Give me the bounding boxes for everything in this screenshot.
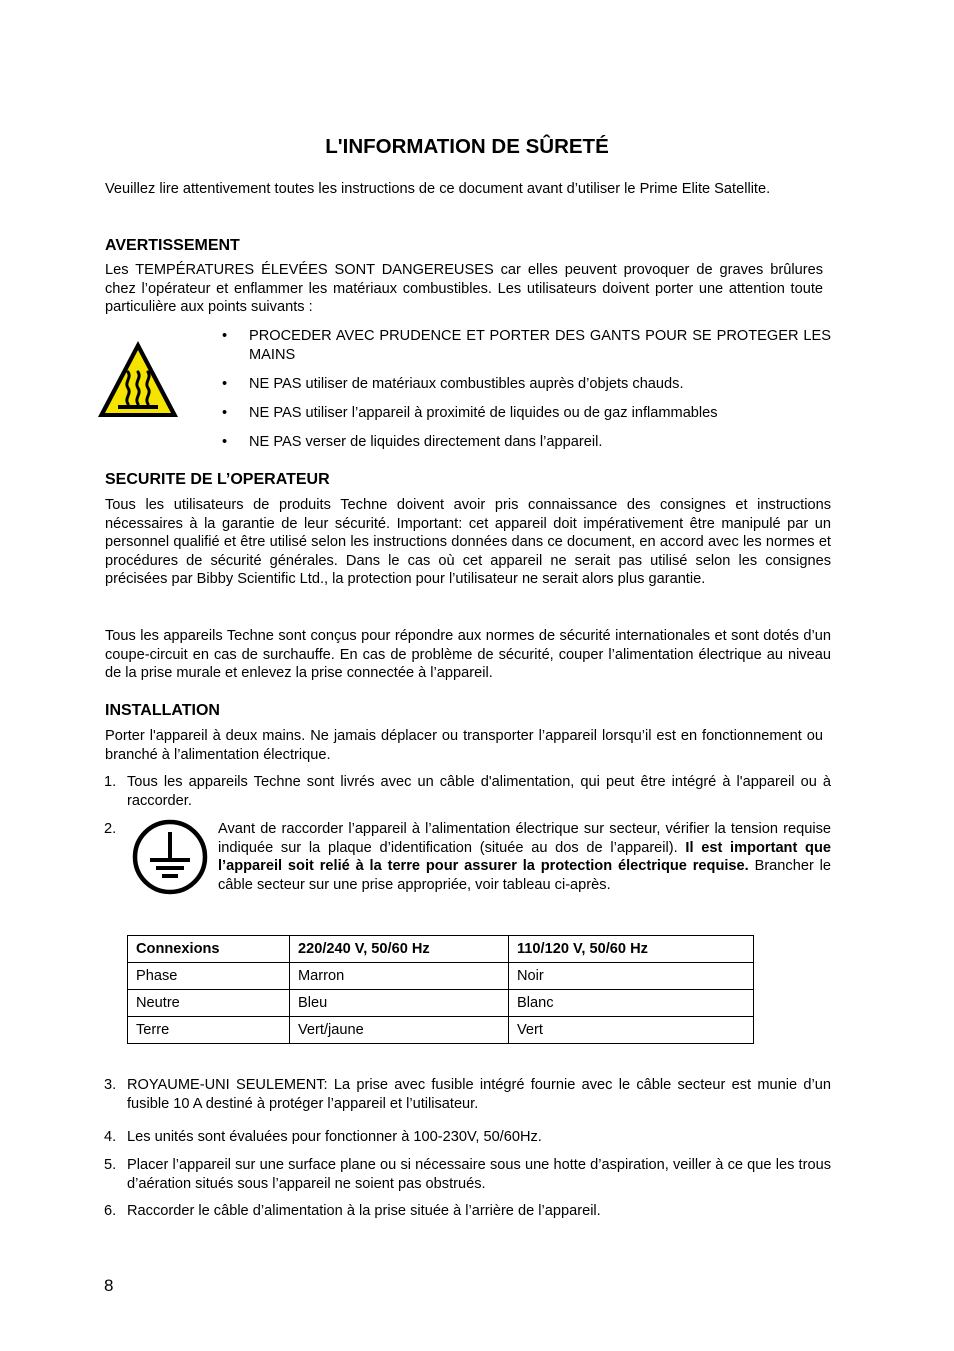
connection-table <box>127 935 754 1044</box>
table-header-row <box>128 936 754 963</box>
warning-bullet-1: PROCEDER AVEC PRUDENCE ET PORTER DES GANTS POUR SE PROTEGER LES MAINS <box>249 328 831 363</box>
warning-text: Les TEMPÉRATURES ÉLEVÉES SONT DANGEREUSES car elles peuvent provoquer de graves brûlures chez l’opérateur et enflammer les matériaux combustibles. Les utilisateurs doivent porter une attention toute particulière aux points suivants : <box>105 262 823 315</box>
table-cell: Bleu <box>290 990 509 1017</box>
table-header: 220/240 V, 50/60 Hz <box>290 936 509 963</box>
list-number: 1. <box>104 774 117 790</box>
installation-heading: INSTALLATION <box>105 702 220 719</box>
operator-heading: SECURITE DE L’OPERATEUR <box>105 471 330 488</box>
hot-surface-warning-icon <box>96 338 180 420</box>
table-cell: Vert <box>509 1017 754 1044</box>
table-cell: Vert/jaune <box>290 1017 509 1044</box>
installation-intro: Porter l'appareil à deux mains. Ne jamais déplacer ou transporter l’appareil lorsqu’il est en fonctionnement ou branché à l’alimentation électrique. <box>105 728 823 763</box>
warning-bullet-2: NE PAS utiliser de matériaux combustibles auprès d’objets chauds. <box>249 376 684 392</box>
table-cell: Noir <box>509 963 754 990</box>
list-number: 3. <box>104 1077 117 1093</box>
table-header: Connexions <box>128 936 290 963</box>
list-number: 4. <box>104 1129 117 1145</box>
bullet-marker: • <box>222 405 228 421</box>
item-2-text-bold: Il est important que l’appareil soit relié à la terre pour assurer la protection électrique requise. <box>218 839 831 874</box>
item-2-text-a: Avant de raccorder l’appareil à l’alimentation électrique sur secteur, vérifier la tension requise indiquée sur la plaque d’identification (située au dos de l’appareil). <box>218 821 831 856</box>
page-number: 8 <box>104 1276 114 1295</box>
installation-item-5: Placer l’appareil sur une surface plane ou si nécessaire sous une hotte d’aspiration, veiller à ce que les trous d’aération situés sous l’appareil ne soient pas obstrués. <box>127 1157 831 1192</box>
installation-item-1: Tous les appareils Techne sont livrés avec un câble d'alimentation, qui peut être intégré à l'appareil ou à raccorder. <box>127 774 831 809</box>
table-cell: Phase <box>128 963 290 990</box>
page-title: L'INFORMATION DE SÛRETÉ <box>325 135 609 158</box>
warning-heading: AVERTISSEMENT <box>105 237 240 254</box>
table-row <box>128 963 754 990</box>
operator-paragraph-2: Tous les appareils Techne sont conçus pour répondre aux normes de sécurité internationales et sont dotés d’un coupe-circuit en cas de surchauffe. En cas de problème de sécurité, couper l’alimentation électrique au niveau de la prise murale et enlevez la prise connectée à l’appareil. <box>105 628 831 681</box>
installation-item-3: ROYAUME-UNI SEULEMENT: La prise avec fusible intégré fournie avec le câble secteur est munie d’un fusible 10 A destiné à protéger l’appareil et l’utilisateur. <box>127 1077 831 1112</box>
list-number: 5. <box>104 1157 117 1173</box>
table-row <box>128 990 754 1017</box>
list-number: 2. <box>104 821 117 837</box>
list-number: 6. <box>104 1203 117 1219</box>
bullet-marker: • <box>222 434 228 450</box>
table-cell: Blanc <box>509 990 754 1017</box>
table-row <box>128 1017 754 1044</box>
warning-bullet-4: NE PAS verser de liquides directement dans l’appareil. <box>249 434 603 450</box>
bullet-marker: • <box>222 328 228 344</box>
warning-bullet-3: NE PAS utiliser l’appareil à proximité de liquides ou de gaz inflammables <box>249 405 718 421</box>
bullet-marker: • <box>222 376 228 392</box>
installation-item-4: Les unités sont évaluées pour fonctionner à 100-230V, 50/60Hz. <box>127 1129 542 1145</box>
intro-paragraph: Veuillez lire attentivement toutes les instructions de ce document avant d’utiliser le Prime Elite Satellite. <box>105 181 771 197</box>
table-cell: Marron <box>290 963 509 990</box>
item-2-text-b: Brancher le câble secteur sur une prise appropriée, voir tableau ci-après. <box>218 858 832 893</box>
installation-item-2 <box>218 820 831 894</box>
table-header: 110/120 V, 50/60 Hz <box>509 936 754 963</box>
table-cell: Terre <box>128 1017 290 1044</box>
operator-paragraph-1: Tous les utilisateurs de produits Techne doivent avoir pris connaissance des consignes et instructions nécessaires à la garantie de leur sécurité. Important: cet appareil doit impérativement être manipulé par un personnel qualifié et être utilisé selon les instructions données dans ce document, en accord avec les normes et procédures de sécurité générales. Dans le cas où cet appareil ne serait pas utilisé selon les consignes précisées par Bibby Scientific Ltd., la protection pour l’utilisateur ne serait alors plus garantie. <box>105 497 831 587</box>
earth-ground-icon <box>130 818 210 896</box>
table-cell: Neutre <box>128 990 290 1017</box>
installation-item-6: Raccorder le câble d’alimentation à la prise située à l’arrière de l’appareil. <box>127 1203 601 1219</box>
